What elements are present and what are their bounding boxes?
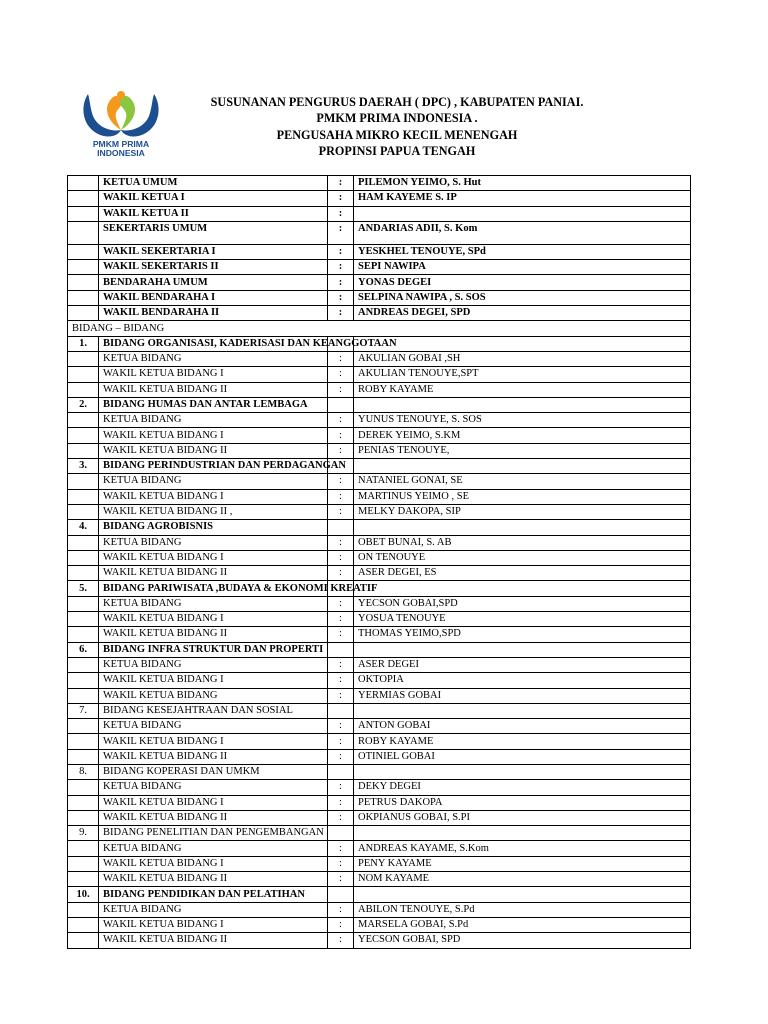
officer-name: ANDARIAS ADII, S. Kom xyxy=(354,221,691,244)
member-name: ASER DEGEI, ES xyxy=(354,566,691,581)
bidang-title-row xyxy=(68,703,691,718)
bidang-title-row xyxy=(68,642,691,657)
logo-emblem-icon xyxy=(78,86,164,142)
officer-row xyxy=(68,290,691,305)
member-name: OBET BUNAI, S. AB xyxy=(354,535,691,550)
member-role: WAKIL KETUA BIDANG II xyxy=(99,566,328,581)
officer-name: SELPINA NAWIPA , S. SOS xyxy=(354,290,691,305)
colon-separator: : xyxy=(328,719,354,734)
officer-role: SEKERTARIS UMUM xyxy=(99,221,328,244)
row-number-cell xyxy=(68,780,99,795)
colon-separator: : xyxy=(328,688,354,703)
logo-text-line2: INDONESIA xyxy=(97,148,145,158)
member-role: WAKIL KETUA BIDANG II xyxy=(99,749,328,764)
bidang-number: 7. xyxy=(68,703,99,718)
colon-separator: : xyxy=(328,191,354,206)
member-role: WAKIL KETUA BIDANG II xyxy=(99,810,328,825)
member-role: WAKIL KETUA BIDANG I xyxy=(99,489,328,504)
officer-name: SEPI NAWIPA xyxy=(354,260,691,275)
colon-separator: : xyxy=(328,176,354,191)
officer-role: WAKIL KETUA I xyxy=(99,191,328,206)
colon-separator: : xyxy=(328,612,354,627)
member-role: WAKIL KETUA BIDANG II xyxy=(99,933,328,948)
row-number-cell xyxy=(68,290,99,305)
empty-separator xyxy=(328,397,354,412)
colon-separator: : xyxy=(328,221,354,244)
bidang-title-row xyxy=(68,581,691,596)
empty-separator xyxy=(328,764,354,779)
bidang-title: BIDANG ORGANISASI, KADERISASI DAN KEANGGOTAAN xyxy=(99,336,328,351)
document-header xyxy=(190,94,604,159)
member-name: YERMIAS GOBAI xyxy=(354,688,691,703)
row-number-cell xyxy=(68,657,99,672)
member-name: PENIAS TENOUYE, xyxy=(354,443,691,458)
member-name: PENY KAYAME xyxy=(354,856,691,871)
member-name: NATANIEL GONAI, SE xyxy=(354,474,691,489)
member-row xyxy=(68,504,691,519)
member-name: ASER DEGEI xyxy=(354,657,691,672)
row-number-cell xyxy=(68,206,99,221)
colon-separator: : xyxy=(328,596,354,611)
member-role: WAKIL KETUA BIDANG I xyxy=(99,428,328,443)
colon-separator: : xyxy=(328,902,354,917)
row-number-cell xyxy=(68,902,99,917)
row-number-cell xyxy=(68,382,99,397)
colon-separator: : xyxy=(328,795,354,810)
officer-row xyxy=(68,275,691,290)
row-number-cell xyxy=(68,810,99,825)
member-row xyxy=(68,351,691,366)
row-number-cell xyxy=(68,795,99,810)
member-row xyxy=(68,657,691,672)
colon-separator: : xyxy=(328,550,354,565)
member-row xyxy=(68,872,691,887)
bidang-title: BIDANG PERINDUSTRIAN DAN PERDAGANGAN xyxy=(99,459,328,474)
member-row xyxy=(68,795,691,810)
member-role: WAKIL KETUA BIDANG II xyxy=(99,872,328,887)
colon-separator: : xyxy=(328,872,354,887)
member-row xyxy=(68,443,691,458)
officer-name: HAM KAYEME S. IP xyxy=(354,191,691,206)
row-number-cell xyxy=(68,413,99,428)
officer-name: ANDREAS DEGEI, SPD xyxy=(354,306,691,321)
bidang-title-row xyxy=(68,397,691,412)
member-row xyxy=(68,780,691,795)
bidang-number: 6. xyxy=(68,642,99,657)
bidang-title-row xyxy=(68,826,691,841)
colon-separator: : xyxy=(328,734,354,749)
member-name: ANTON GOBAI xyxy=(354,719,691,734)
member-row xyxy=(68,413,691,428)
empty-cell xyxy=(354,642,691,657)
colon-separator: : xyxy=(328,367,354,382)
member-row xyxy=(68,566,691,581)
colon-separator: : xyxy=(328,673,354,688)
member-role: WAKIL KETUA BIDANG I xyxy=(99,734,328,749)
bidang-title: BIDANG PARIWISATA ,BUDAYA & EKONOMI KREATIF xyxy=(99,581,328,596)
organization-table xyxy=(67,175,691,949)
colon-separator: : xyxy=(328,856,354,871)
member-role: KETUA BIDANG xyxy=(99,351,328,366)
member-row xyxy=(68,749,691,764)
member-row xyxy=(68,535,691,550)
member-row xyxy=(68,382,691,397)
colon-separator: : xyxy=(328,351,354,366)
member-row xyxy=(68,428,691,443)
bidang-title: BIDANG AGROBISNIS xyxy=(99,520,328,535)
member-name: ON TENOUYE xyxy=(354,550,691,565)
row-number-cell xyxy=(68,260,99,275)
row-number-cell xyxy=(68,244,99,259)
colon-separator: : xyxy=(328,933,354,948)
empty-cell xyxy=(354,764,691,779)
member-name: MELKY DAKOPA, SIP xyxy=(354,504,691,519)
colon-separator: : xyxy=(328,841,354,856)
member-role: WAKIL KETUA BIDANG I xyxy=(99,856,328,871)
member-role: WAKIL KETUA BIDANG II xyxy=(99,627,328,642)
bidang-title: BIDANG KOPERASI DAN UMKM xyxy=(99,764,328,779)
header-line-3: PENGUSAHA MIKRO KECIL MENENGAH xyxy=(276,127,518,142)
member-name: AKULIAN GOBAI ,SH xyxy=(354,351,691,366)
officer-row xyxy=(68,176,691,191)
row-number-cell xyxy=(68,275,99,290)
member-name: YOSUA TENOUYE xyxy=(354,612,691,627)
bidang-number: 9. xyxy=(68,826,99,841)
bidang-title: BIDANG KESEJAHTRAAN DAN SOSIAL xyxy=(99,703,328,718)
colon-separator: : xyxy=(328,917,354,932)
row-number-cell xyxy=(68,872,99,887)
officer-role: WAKIL SEKERTARIS II xyxy=(99,260,328,275)
officer-name: YONAS DEGEI xyxy=(354,275,691,290)
bidang-title-row xyxy=(68,459,691,474)
member-name: DEKY DEGEI xyxy=(354,780,691,795)
officer-name xyxy=(354,206,691,221)
colon-separator: : xyxy=(328,657,354,672)
member-row xyxy=(68,367,691,382)
member-row xyxy=(68,734,691,749)
row-number-cell xyxy=(68,933,99,948)
member-name: PETRUS DAKOPA xyxy=(354,795,691,810)
colon-separator: : xyxy=(328,428,354,443)
member-name: THOMAS YEIMO,SPD xyxy=(354,627,691,642)
member-name: AKULIAN TENOUYE,SPT xyxy=(354,367,691,382)
member-name: OTINIEL GOBAI xyxy=(354,749,691,764)
member-row xyxy=(68,474,691,489)
member-name: ROBY KAYAME xyxy=(354,382,691,397)
member-name: YECSON GOBAI, SPD xyxy=(354,933,691,948)
row-number-cell xyxy=(68,351,99,366)
row-number-cell xyxy=(68,719,99,734)
member-row xyxy=(68,550,691,565)
officer-role: WAKIL SEKERTARIA I xyxy=(99,244,328,259)
member-role: WAKIL KETUA BIDANG II xyxy=(99,443,328,458)
member-row xyxy=(68,627,691,642)
row-number-cell xyxy=(68,191,99,206)
row-number-cell xyxy=(68,596,99,611)
officer-row xyxy=(68,306,691,321)
pmkm-logo xyxy=(78,86,164,160)
member-role: KETUA BIDANG xyxy=(99,780,328,795)
empty-separator xyxy=(328,520,354,535)
row-number-cell xyxy=(68,367,99,382)
member-role: KETUA BIDANG xyxy=(99,719,328,734)
member-role: WAKIL KETUA BIDANG I xyxy=(99,795,328,810)
member-name: DEREK YEIMO, S.KM xyxy=(354,428,691,443)
member-row xyxy=(68,719,691,734)
member-row xyxy=(68,917,691,932)
member-role: KETUA BIDANG xyxy=(99,902,328,917)
colon-separator: : xyxy=(328,206,354,221)
row-number-cell xyxy=(68,917,99,932)
row-number-cell xyxy=(68,176,99,191)
member-name: NOM KAYAME xyxy=(354,872,691,887)
colon-separator: : xyxy=(328,566,354,581)
row-number-cell xyxy=(68,841,99,856)
colon-separator: : xyxy=(328,290,354,305)
member-role: WAKIL KETUA BIDANG I xyxy=(99,612,328,627)
member-name: MARTINUS YEIMO , SE xyxy=(354,489,691,504)
officer-role: KETUA UMUM xyxy=(99,176,328,191)
row-number-cell xyxy=(68,627,99,642)
header-line-1: SUSUNANAN PENGURUS DAERAH ( DPC) , KABUPATEN PANIAI. xyxy=(210,95,584,109)
row-number-cell xyxy=(68,489,99,504)
empty-separator xyxy=(328,703,354,718)
organization-table-body xyxy=(68,176,691,949)
colon-separator: : xyxy=(328,780,354,795)
bidang-title: BIDANG PENDIDIKAN DAN PELATIHAN xyxy=(99,887,328,902)
member-role: KETUA BIDANG xyxy=(99,657,328,672)
empty-cell xyxy=(354,826,691,841)
row-number-cell xyxy=(68,566,99,581)
colon-separator: : xyxy=(328,260,354,275)
officer-role: WAKIL BENDARAHA I xyxy=(99,290,328,305)
colon-separator: : xyxy=(328,275,354,290)
empty-separator xyxy=(328,826,354,841)
member-role: KETUA BIDANG xyxy=(99,596,328,611)
bidang-title: BIDANG HUMAS DAN ANTAR LEMBAGA xyxy=(99,397,328,412)
logo-text-line1: PMKM PRIMA xyxy=(92,139,150,149)
member-name: ROBY KAYAME xyxy=(354,734,691,749)
member-name: OKPIANUS GOBAI, S.PI xyxy=(354,810,691,825)
empty-cell xyxy=(354,459,691,474)
officer-row xyxy=(68,206,691,221)
bidang-number: 8. xyxy=(68,764,99,779)
row-number-cell xyxy=(68,734,99,749)
colon-separator: : xyxy=(328,244,354,259)
member-row xyxy=(68,596,691,611)
bidang-title-row xyxy=(68,336,691,351)
empty-cell xyxy=(354,581,691,596)
empty-cell xyxy=(354,336,691,351)
empty-cell xyxy=(354,887,691,902)
empty-separator xyxy=(328,642,354,657)
member-role: WAKIL KETUA BIDANG II xyxy=(99,382,328,397)
bidang-number: 3. xyxy=(68,459,99,474)
row-number-cell xyxy=(68,550,99,565)
colon-separator: : xyxy=(328,474,354,489)
member-row xyxy=(68,841,691,856)
member-row xyxy=(68,612,691,627)
header-line-2: PMKM PRIMA INDONESIA . xyxy=(316,111,478,126)
member-name: YUNUS TENOUYE, S. SOS xyxy=(354,413,691,428)
member-row xyxy=(68,856,691,871)
bidang-number: 5. xyxy=(68,581,99,596)
member-role: WAKIL KETUA BIDANG xyxy=(99,688,328,703)
member-row xyxy=(68,810,691,825)
officer-name: YESKHEL TENOUYE, SPd xyxy=(354,244,691,259)
row-number-cell xyxy=(68,443,99,458)
colon-separator: : xyxy=(328,627,354,642)
row-number-cell xyxy=(68,535,99,550)
officer-role: BENDARAHA UMUM xyxy=(99,275,328,290)
empty-separator xyxy=(328,887,354,902)
officer-row xyxy=(68,221,691,244)
empty-cell xyxy=(354,397,691,412)
row-number-cell xyxy=(68,428,99,443)
row-number-cell xyxy=(68,749,99,764)
member-name: ABILON TENOUYE, S.Pd xyxy=(354,902,691,917)
row-number-cell xyxy=(68,221,99,244)
bidang-title: BIDANG PENELITIAN DAN PENGEMBANGAN xyxy=(99,826,328,841)
member-row xyxy=(68,933,691,948)
officer-row xyxy=(68,244,691,259)
bidang-number: 1. xyxy=(68,336,99,351)
bidang-heading-row xyxy=(68,321,691,336)
member-role: WAKIL KETUA BIDANG I xyxy=(99,367,328,382)
officer-role: WAKIL KETUA II xyxy=(99,206,328,221)
officer-role: WAKIL BENDARAHA II xyxy=(99,306,328,321)
member-name: ANDREAS KAYAME, S.Kom xyxy=(354,841,691,856)
member-role: WAKIL KETUA BIDANG I xyxy=(99,673,328,688)
colon-separator: : xyxy=(328,489,354,504)
colon-separator: : xyxy=(328,443,354,458)
row-number-cell xyxy=(68,474,99,489)
bidang-number: 2. xyxy=(68,397,99,412)
colon-separator: : xyxy=(328,504,354,519)
member-role: KETUA BIDANG xyxy=(99,841,328,856)
officer-row xyxy=(68,191,691,206)
colon-separator: : xyxy=(328,749,354,764)
member-row xyxy=(68,688,691,703)
bidang-title: BIDANG INFRA STRUKTUR DAN PROPERTI xyxy=(99,642,328,657)
empty-cell xyxy=(354,520,691,535)
row-number-cell xyxy=(68,688,99,703)
row-number-cell xyxy=(68,306,99,321)
bidang-title-row xyxy=(68,887,691,902)
member-role: KETUA BIDANG xyxy=(99,535,328,550)
header-line-4: PROPINSI PAPUA TENGAH xyxy=(318,143,476,158)
bidang-number: 4. xyxy=(68,520,99,535)
bidang-heading: BIDANG – BIDANG xyxy=(68,321,691,336)
member-row xyxy=(68,489,691,504)
member-role: KETUA BIDANG xyxy=(99,413,328,428)
member-name: MARSELA GOBAI, S.Pd xyxy=(354,917,691,932)
colon-separator: : xyxy=(328,413,354,428)
member-role: WAKIL KETUA BIDANG I xyxy=(99,917,328,932)
colon-separator: : xyxy=(328,382,354,397)
row-number-cell xyxy=(68,504,99,519)
colon-separator: : xyxy=(328,535,354,550)
member-row xyxy=(68,902,691,917)
officer-row xyxy=(68,260,691,275)
bidang-number: 10. xyxy=(68,887,99,902)
member-role: WAKIL KETUA BIDANG I xyxy=(99,550,328,565)
officer-name: PILEMON YEIMO, S. Hut xyxy=(354,176,691,191)
bidang-title-row xyxy=(68,764,691,779)
row-number-cell xyxy=(68,856,99,871)
member-row xyxy=(68,673,691,688)
bidang-title-row xyxy=(68,520,691,535)
member-role: KETUA BIDANG xyxy=(99,474,328,489)
colon-separator: : xyxy=(328,810,354,825)
row-number-cell xyxy=(68,673,99,688)
member-name: OKTOPIA xyxy=(354,673,691,688)
member-name: YECSON GOBAI,SPD xyxy=(354,596,691,611)
colon-separator: : xyxy=(328,306,354,321)
row-number-cell xyxy=(68,612,99,627)
empty-cell xyxy=(354,703,691,718)
member-role: WAKIL KETUA BIDANG II , xyxy=(99,504,328,519)
